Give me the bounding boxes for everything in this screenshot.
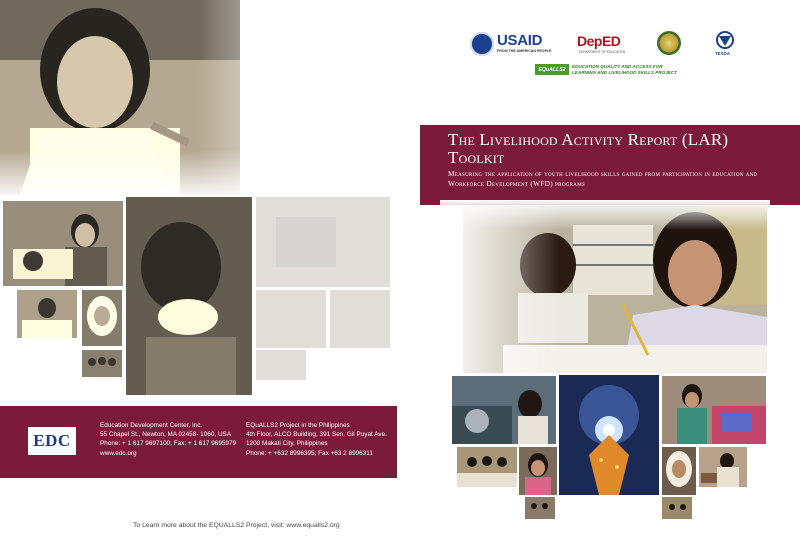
usaid-tagline: FROM THE AMERICAN PEOPLE: [497, 49, 552, 53]
edc-address-phone: Phone: + 1 617 9697100; Fax: + 1 617 9695979: [100, 440, 237, 448]
equalls-address-street: 4th Floor, ALCO Building, 391 Sen. Gil Puyat Ave.: [246, 431, 387, 439]
girl-pink-photo: [519, 447, 557, 495]
sewing-color-photo: [662, 376, 766, 444]
equalls-address: [246, 421, 396, 458]
edc-address-name: Education Development Center, Inc.: [100, 422, 203, 429]
back-footer-link[interactable]: To Learn more about the EQUALLS2 Project, visit: www.equalls2.org: [133, 522, 340, 529]
classroom-color-photo: [457, 447, 517, 487]
equalls-address-city: 1200 Makati City, Philippines: [246, 440, 328, 448]
equalls-address-name: EQuALLS2 Project in the Philippines: [246, 422, 350, 429]
report-title: The Livelihood Activity Report (LAR): [448, 130, 729, 149]
faded-photo-4: [256, 350, 306, 380]
edc-address: [100, 421, 240, 458]
usaid-logo: USAID: [497, 32, 543, 49]
class-photo: [17, 290, 77, 338]
equalls-tagline-line1: EDUCATION QUALITY AND ACCESS FOR: [572, 64, 663, 69]
small-class-photo: [662, 497, 692, 519]
edc-address-web[interactable]: www.edc.org: [100, 449, 137, 457]
front-hero-photo: [463, 205, 767, 373]
edc-address-street: 55 Chapel St., Newton, MA 02458- 1060, USA: [100, 431, 232, 439]
faded-photo-2: [256, 290, 326, 348]
tesda-label: TESDA: [715, 51, 730, 56]
small-group-photo: [525, 497, 555, 519]
welding-photo: [126, 197, 252, 395]
usaid-seal-icon: [470, 32, 494, 56]
equalls-badge: EQuALLS2: [535, 64, 569, 75]
welding-color-photo: [559, 375, 659, 495]
deped-tagline: DEPARTMENT OF EDUCATION: [579, 50, 626, 54]
group-photo: [82, 350, 122, 377]
back-hero-photo: [0, 0, 240, 195]
equalls-address-phone: Phone: + +632 8996395; Fax +63 2 8996311: [246, 449, 373, 457]
cooking-photo: [699, 447, 747, 487]
faded-photo-3: [330, 290, 390, 348]
edc-logo: EDC: [28, 427, 76, 455]
equalls-tagline: [572, 64, 677, 75]
faded-photo-1: [256, 197, 390, 287]
report-title-toolkit: Toolkit: [448, 148, 505, 167]
deped-logo: DepED: [577, 33, 621, 49]
government-seal-icon: [657, 31, 681, 55]
sewing-photo: [3, 201, 123, 286]
hijab-color-photo: [662, 447, 696, 495]
machinery-photo: [452, 376, 556, 444]
equalls-tagline-line2: LEARNING AND LIVELIHOOD SKILLS PROJECT: [572, 69, 677, 75]
hijab-woman-photo: [82, 290, 122, 346]
report-subtitle: Measuring the application of youth livelihood skills gained from participation in education and Workforce Development (WFD) programs: [448, 169, 758, 188]
tesda-logo-icon: [713, 31, 737, 49]
